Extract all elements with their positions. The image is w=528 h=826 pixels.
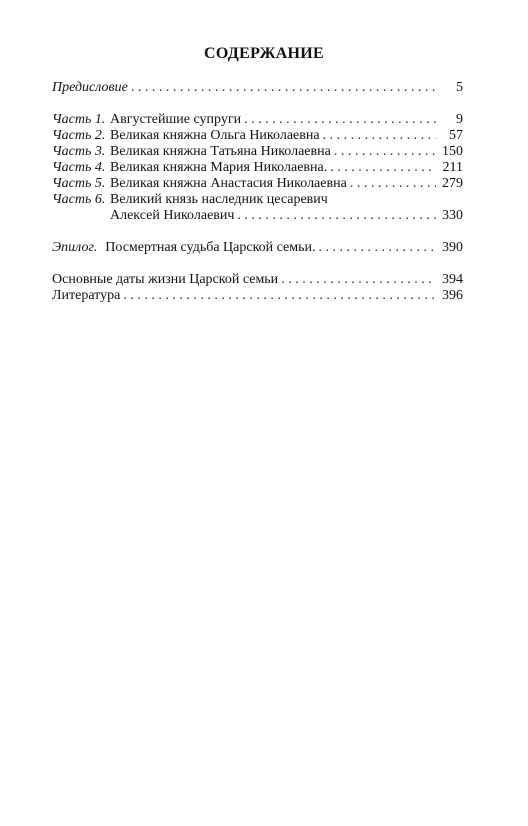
toc-entry-label: Августейшие супруги xyxy=(110,112,242,127)
dot-leader xyxy=(244,112,436,128)
toc-page-number: 150 xyxy=(442,144,463,159)
toc-entry-label: Великая княжна Анастасия Николаевна xyxy=(110,176,347,191)
toc-entry-part-6-line-2 xyxy=(52,208,463,224)
toc-entry-dates xyxy=(52,272,463,288)
toc-page-number: 396 xyxy=(442,288,463,303)
toc-part-prefix: Эпилог. xyxy=(52,240,98,255)
page-title: СОДЕРЖАНИЕ xyxy=(203,45,325,62)
toc-page-number: 57 xyxy=(449,128,463,143)
toc-entry-label: Литература xyxy=(52,288,121,303)
toc-entry-literature xyxy=(52,288,463,304)
toc-entry-part-6-line-1 xyxy=(52,192,463,208)
dot-leader xyxy=(237,208,436,224)
dot-leader xyxy=(281,272,436,288)
toc-entry-part-1 xyxy=(52,112,463,128)
toc-entry-label: Великий князь наследник цесаревич xyxy=(110,192,328,207)
toc-page-number: 211 xyxy=(442,160,463,175)
toc-part-prefix: Часть 2. xyxy=(52,128,106,143)
toc-entry-label: Основные даты жизни Царской семьи xyxy=(52,272,279,287)
toc-entry-preface xyxy=(52,80,463,96)
toc-page-number: 390 xyxy=(442,240,463,255)
toc-entry-part-5 xyxy=(52,176,463,192)
dot-leader xyxy=(319,240,436,256)
toc-entry-epilogue xyxy=(52,240,463,256)
toc-part-prefix: Часть 4. xyxy=(52,160,106,175)
toc-page-number: 5 xyxy=(456,80,463,95)
dot-leader xyxy=(131,80,436,96)
toc-entry-label: Алексей Николаевич xyxy=(110,208,235,223)
toc-entry-part-4 xyxy=(52,160,463,176)
toc-part-prefix: Часть 3. xyxy=(52,144,106,159)
table-of-contents xyxy=(52,80,463,304)
dot-leader xyxy=(123,288,436,304)
toc-part-prefix: Часть 6. xyxy=(52,192,106,207)
toc-entry-part-2 xyxy=(52,128,463,144)
toc-entry-label: Великая княжна Татьяна Николаевна xyxy=(110,144,331,159)
toc-entry-label: Великая княжна Ольга Николаевна xyxy=(110,128,320,143)
dot-leader xyxy=(323,128,436,144)
toc-part-prefix: Часть 5. xyxy=(52,176,106,191)
dot-leader xyxy=(350,176,436,192)
toc-entry-label: Предисловие xyxy=(52,80,128,95)
toc-page-number: 330 xyxy=(442,208,463,223)
toc-entry-label: Посмертная судьба Царской семьи. xyxy=(105,240,316,255)
dot-leader xyxy=(330,160,436,176)
toc-page-number: 279 xyxy=(442,176,463,191)
toc-page-number: 394 xyxy=(442,272,463,287)
toc-page-number: 9 xyxy=(456,112,463,127)
toc-entry-label: Великая княжна Мария Николаевна. xyxy=(110,160,328,175)
dot-leader xyxy=(334,144,436,160)
toc-entry-part-3 xyxy=(52,144,463,160)
toc-part-prefix: Часть 1. xyxy=(52,112,106,127)
